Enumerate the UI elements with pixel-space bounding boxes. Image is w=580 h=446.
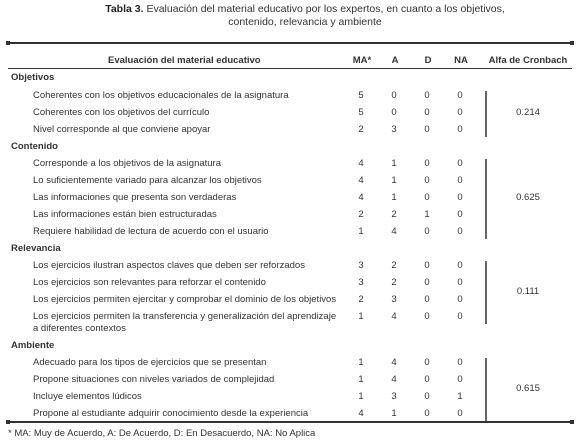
cell-a: 4	[391, 311, 397, 322]
cell-ma: 4	[358, 158, 364, 169]
row-label: Las informaciones que presenta son verdaderas	[33, 192, 237, 203]
cell-d: 0	[424, 391, 430, 402]
cell-ma: 4	[358, 192, 364, 203]
cell-na: 1	[457, 391, 463, 402]
cell-a: 0	[391, 107, 397, 118]
cell-na: 0	[457, 260, 463, 271]
cell-na: 0	[457, 158, 463, 169]
row-label: Coherentes con los objetivos educacionales de la asignatura	[33, 90, 289, 101]
cell-d: 0	[424, 408, 430, 419]
cell-na: 0	[457, 408, 463, 419]
alpha-value: 0.625	[516, 192, 540, 203]
row-label: Corresponde a los objetivos de la asignatura	[33, 158, 222, 169]
cell-d: 0	[424, 158, 430, 169]
row-label: Incluye elementos lúdicos	[33, 391, 142, 402]
cell-a: 3	[391, 391, 397, 402]
cell-na: 0	[457, 277, 463, 288]
cell-a: 1	[391, 175, 397, 186]
cell-ma: 2	[358, 124, 364, 135]
row-label: Propone al estudiante adquirir conocimiento desde la experiencia	[33, 408, 309, 419]
cell-ma: 1	[358, 311, 364, 322]
header-na: NA	[454, 55, 468, 66]
cell-na: 0	[457, 226, 463, 237]
bottom-marker-right	[570, 420, 574, 424]
alpha-value: 0.111	[516, 285, 540, 297]
cell-na: 0	[457, 124, 463, 135]
cell-d: 0	[424, 124, 430, 135]
cell-a: 3	[391, 294, 397, 305]
cell-d: 0	[424, 90, 430, 101]
row-label: Los ejercicios permiten ejercitar y comprobar el dominio de los objetivos	[33, 294, 337, 305]
row-label: Lo suficientemente variado para alcanzar los objetivos	[33, 175, 262, 186]
header-d: D	[424, 55, 432, 66]
cell-ma: 4	[358, 175, 364, 186]
section-title: Objetivos	[11, 72, 55, 83]
row-label: Requiere habilidad de lectura de acuerdo con el usuario	[33, 226, 269, 237]
row-label: Nivel corresponde al que conviene apoyar	[33, 124, 211, 135]
cell-na: 0	[457, 107, 463, 118]
header-evaluation: Evaluación del material educativo	[108, 55, 261, 66]
table-footnote: * MA: Muy de Acuerdo, A: De Acuerdo, D: En Desacuerdo, NA: No Aplica	[8, 428, 316, 439]
cell-ma: 1	[358, 357, 364, 368]
cell-d: 0	[424, 260, 430, 271]
cell-ma: 1	[358, 374, 364, 385]
row-label: Propone situaciones con niveles variados de complejidad	[33, 374, 275, 385]
cell-ma: 3	[358, 277, 364, 288]
cell-ma: 2	[358, 209, 364, 220]
cell-na: 0	[457, 192, 463, 203]
cell-d: 0	[424, 175, 430, 186]
cell-ma: 5	[358, 107, 364, 118]
row-label: Coherentes con los objetivos del currículo	[33, 107, 210, 118]
cell-a: 0	[391, 90, 397, 101]
cell-na: 0	[457, 311, 463, 322]
cell-ma: 5	[358, 90, 364, 101]
caption-text: Evaluación del material educativo por los expertos, en cuanto a los objetivos, contenido, relevancia y ambiente	[146, 3, 505, 28]
cell-na: 0	[457, 294, 463, 305]
cell-a: 2	[391, 260, 397, 271]
cell-a: 3	[391, 124, 397, 135]
section-title: Contenido	[11, 141, 58, 152]
cell-a: 1	[391, 158, 397, 169]
section-title: Relevancia	[11, 243, 61, 254]
caption-label: Tabla 3.	[105, 3, 144, 15]
header-a: A	[391, 55, 399, 66]
bottom-marker-left	[6, 420, 10, 424]
cell-na: 0	[457, 175, 463, 186]
cell-d: 1	[424, 209, 430, 220]
cell-d: 0	[424, 277, 430, 288]
cell-ma: 1	[358, 391, 364, 402]
row-label: Las informaciones están bien estructuradas	[33, 209, 217, 220]
row-label: Los ejercicios son relevantes para reforzar el contenido	[33, 277, 266, 288]
cell-ma: 1	[358, 226, 364, 237]
header-alpha: Alfa de Cronbach	[488, 55, 568, 66]
cell-a: 1	[391, 408, 397, 419]
row-label: Los ejercicios ilustran aspectos claves que deben ser reforzados	[33, 260, 305, 271]
cell-a: 4	[391, 374, 397, 385]
cell-a: 4	[391, 226, 397, 237]
cell-ma: 2	[358, 294, 364, 305]
cell-na: 0	[457, 357, 463, 368]
cell-na: 0	[457, 90, 463, 101]
row-label: Los ejercicios permiten la transferencia y generalización del aprendizaje a diferentes contextos	[33, 311, 337, 334]
section-title: Ambiente	[11, 340, 55, 351]
cell-a: 4	[391, 357, 397, 368]
cell-a: 2	[391, 277, 397, 288]
cell-d: 0	[424, 192, 430, 203]
bottom-rule	[8, 421, 572, 423]
header-ma: MA*	[352, 55, 372, 66]
cell-a: 2	[391, 209, 397, 220]
cell-na: 0	[457, 209, 463, 220]
alpha-value: 0.214	[516, 107, 540, 118]
cell-d: 0	[424, 374, 430, 385]
cell-d: 0	[424, 311, 430, 322]
row-label: Adecuado para los tipos de ejercicios que se presentan	[33, 357, 267, 368]
cell-na: 0	[457, 374, 463, 385]
cell-d: 0	[424, 294, 430, 305]
cell-a: 1	[391, 192, 397, 203]
cell-ma: 3	[358, 260, 364, 271]
cell-d: 0	[424, 107, 430, 118]
cell-d: 0	[424, 357, 430, 368]
alpha-value: 0.615	[516, 382, 540, 394]
cell-d: 0	[424, 226, 430, 237]
cell-ma: 4	[358, 408, 364, 419]
